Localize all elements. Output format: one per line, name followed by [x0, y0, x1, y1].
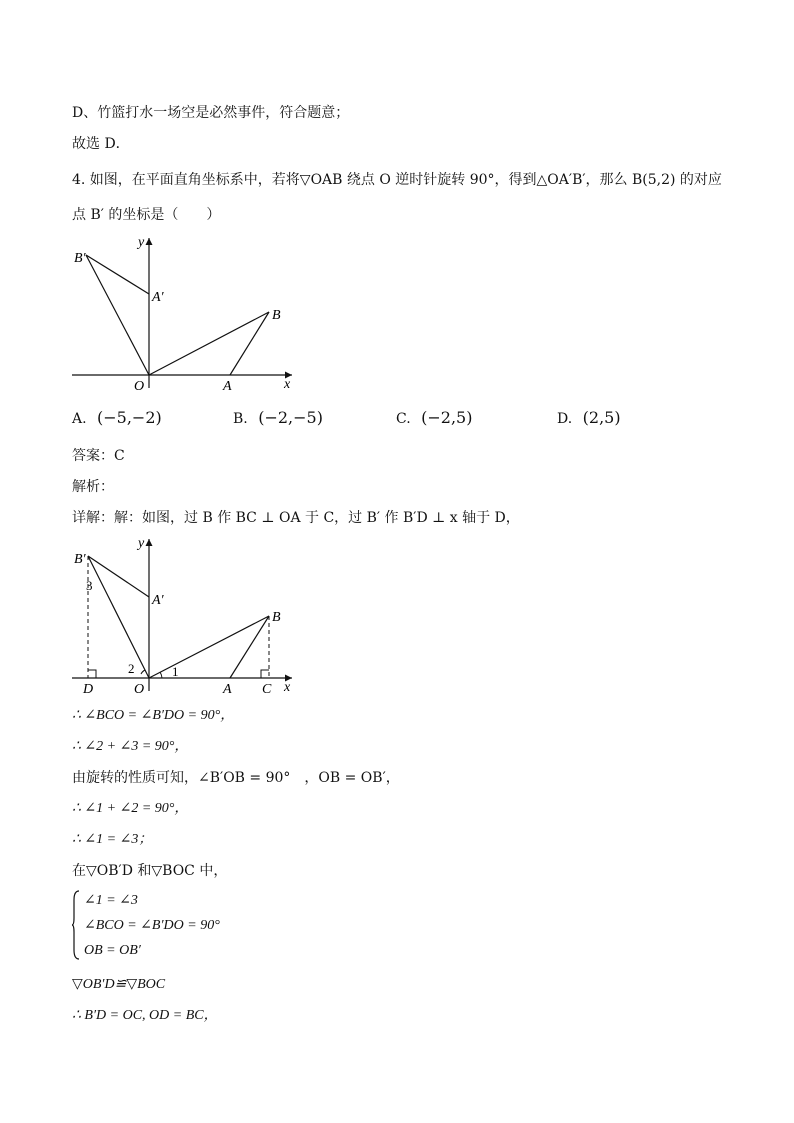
label-x: x	[284, 680, 291, 695]
option-d-label: D.	[557, 411, 573, 427]
label-b-prime: B′	[74, 552, 86, 567]
option-b-value: (−2,−5)	[258, 408, 323, 427]
label-d: D	[83, 682, 94, 697]
option-a[interactable]	[72, 409, 162, 428]
label-b-prime: B′	[74, 251, 86, 266]
step-3: 由旋转的性质可知，∠B′OB = 90° ，OB = OB′，	[72, 770, 400, 786]
label-angle-1: 1	[172, 664, 179, 679]
step-conclusion: ∴ B′D = OC, OD = BC，	[72, 1008, 218, 1023]
right-angle-mark-d	[88, 670, 96, 678]
right-angle-mark-c	[261, 670, 269, 678]
text-line-option-d-conclusion: D、竹篮打水一场空是必然事件，符合题意；	[72, 105, 350, 121]
step-5: ∴ ∠1 = ∠3；	[72, 832, 153, 847]
analysis-heading: 解析：	[72, 479, 114, 495]
segment-ob	[149, 616, 269, 678]
label-a: A	[223, 379, 232, 392]
segment-a-prime-b-prime	[88, 556, 149, 597]
label-b: B	[272, 308, 281, 323]
question-4-stem: 4. 如图，在平面直角坐标系中，若将▽OAB 绕点 O 逆时针旋转 90°，得到△OA′B′，那么 B(5,2) 的对应	[72, 172, 722, 188]
answer-line: 答案：C	[72, 448, 125, 464]
label-b: B	[272, 610, 281, 625]
option-c-label: C.	[396, 411, 411, 427]
label-y: y	[138, 235, 145, 250]
segment-a-prime-b-prime	[86, 255, 149, 294]
option-a-label: A.	[72, 411, 87, 427]
detail-line: 详解：解：如图，过 B 作 BC ⊥ OA 于 C，过 B′ 作 B′D ⊥ x 轴于 D，	[72, 510, 520, 526]
segment-ab	[230, 312, 269, 375]
question-4-stem-continued: 点 B′ 的坐标是（ ）	[72, 207, 221, 223]
segment-ob	[149, 312, 269, 375]
angle-arc-2	[141, 670, 145, 674]
option-b[interactable]	[233, 409, 323, 428]
option-c[interactable]	[396, 409, 472, 428]
label-c: C	[262, 682, 272, 697]
left-brace	[72, 890, 80, 960]
step-1: ∴ ∠BCO = ∠B′DO = 90°，	[72, 708, 235, 723]
text-line-choice: 故选 D．	[72, 136, 130, 152]
option-a-value: (−5,−2)	[97, 408, 162, 427]
segment-ob-prime	[86, 255, 149, 375]
label-x: x	[284, 377, 291, 392]
label-angle-2: 2	[128, 661, 135, 676]
step-2: ∴ ∠2 + ∠3 = 90°，	[72, 739, 189, 754]
step-4: ∴ ∠1 + ∠2 = 90°，	[72, 801, 189, 816]
label-o: O	[134, 379, 145, 392]
segment-ob-prime	[88, 556, 149, 678]
option-d-value: (2,5)	[582, 408, 621, 427]
system-line-1: ∠1 = ∠3	[84, 893, 138, 908]
figure-2-solution-diagram	[70, 533, 310, 698]
system-line-3: OB = OB′	[84, 943, 141, 958]
angle-arc-1	[160, 672, 162, 678]
congruence-statement: ▽OB′D≌▽BOC	[72, 977, 166, 992]
segment-ab	[230, 616, 269, 678]
step-6: 在▽OB′D 和▽BOC 中，	[72, 863, 228, 879]
label-o: O	[134, 682, 145, 697]
figure-1-coordinate-diagram	[70, 232, 310, 392]
option-b-label: B.	[233, 411, 248, 427]
label-a-prime: A′	[152, 593, 164, 608]
label-a: A	[223, 682, 232, 697]
system-line-2: ∠BCO = ∠B′DO = 90°	[84, 918, 220, 933]
option-c-value: (−2,5)	[421, 408, 473, 427]
option-d[interactable]	[557, 409, 621, 428]
label-a-prime: A′	[152, 290, 164, 305]
label-y: y	[138, 536, 145, 551]
label-angle-3: 3	[86, 578, 93, 593]
